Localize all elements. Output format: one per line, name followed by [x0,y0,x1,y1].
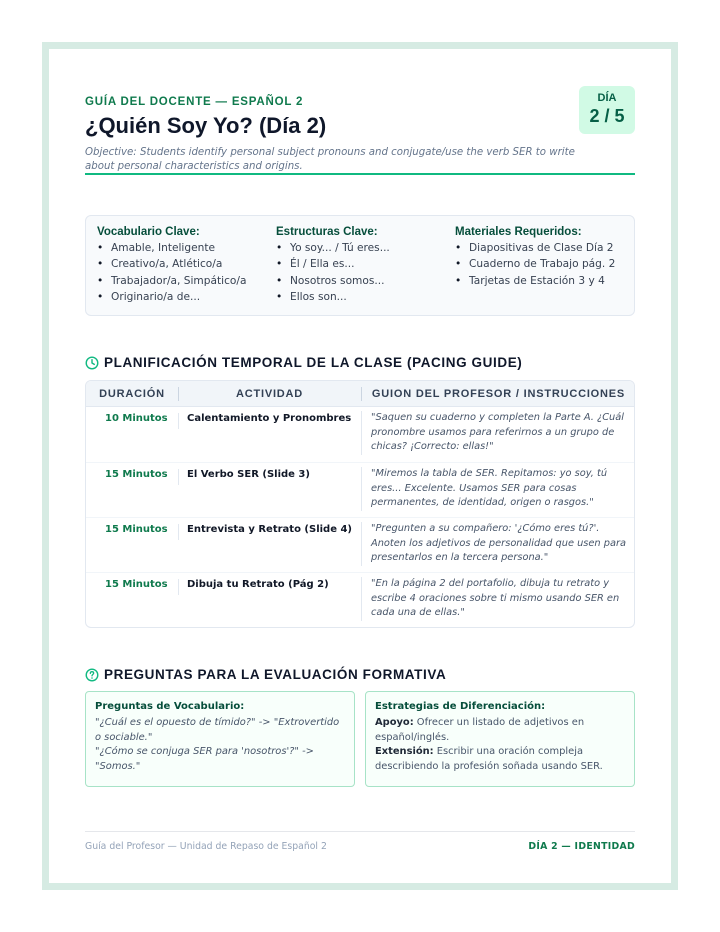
table-row [86,407,634,463]
day-badge [579,86,635,134]
formative-heading [85,667,446,682]
support-text: Ofrecer un listado de adjetivos en español/inglés. [375,717,585,743]
footer-day-tag: DÍA 2 — IDENTIDAD [528,841,635,852]
table-row [86,518,634,573]
extension-label: Extensión: [375,746,434,758]
row-activity: El Verbo SER (Slide 3) [178,469,310,485]
card-title: Preguntas de Vocabulario: [95,701,245,712]
list-item: • Originario/a de... [97,289,267,305]
row-guide: "Miremos la tabla de SER. Repitamos: yo soy, tú eres... Excelente. Usamos SER para cosas permanentes, de identidad, origen o rasgos." [361,467,626,511]
pacing-table [85,380,635,628]
structures-column [276,226,446,306]
row-activity: Dibuja tu Retrato (Pág 2) [178,579,329,595]
objective-text: Objective: Students identify personal subject pronouns and conjugate/use the verb SER to write about personal characteristics and origins. [85,147,575,172]
question-line: "¿Cómo se conjuga SER para 'nosotros'?" -> "Somos." [95,746,314,773]
list-item: • Cuaderno de Trabajo pág. 2 [455,256,625,272]
row-duration: 10 Minutos [105,413,168,424]
footer-divider [85,831,635,832]
pacing-heading [85,355,522,370]
materials-list [455,240,625,289]
header-divider [85,173,635,175]
list-item: • Él / Ella es... [276,256,446,272]
row-duration: 15 Minutos [105,579,168,590]
row-duration: 15 Minutos [105,524,168,535]
list-item: • Diapositivas de Clase Día 2 [455,240,625,256]
differentiation-card [365,691,635,787]
list-item: • Amable, Inteligente [97,240,267,256]
support-label: Apoyo: [375,717,414,728]
question-line: "¿Cuál es el opuesto de tímido?" -> "Extrovertido o sociable." [95,717,340,743]
pacing-heading-text: PLANIFICACIÓN TEMPORAL DE LA CLASE (PACING GUIDE) [104,355,523,370]
structures-title: Estructuras Clave: [276,226,378,238]
column-header-duration: DURACIÓN [99,388,165,400]
structures-list [276,240,446,306]
page-frame [42,42,678,890]
list-item: • Creativo/a, Atlético/a [97,256,267,272]
clock-icon [85,356,99,370]
formative-heading-text: PREGUNTAS PARA LA EVALUACIÓN FORMATIVA [104,667,447,682]
row-guide: "Saquen su cuaderno y completen la Parte A. ¿Cuál pronombre usamos para referirnos a un grupo de chicas? ¡Correcto: ellas!" [361,411,626,455]
day-badge-label: DÍA [597,92,617,104]
list-item: • Nosotros somos... [276,273,446,289]
column-header-activity: ACTIVIDAD [235,388,304,400]
extension-strategy [375,745,625,774]
vocabulary-list [97,240,267,306]
vocabulary-questions-card [85,691,355,787]
row-guide: "Pregunten a su compañero: '¿Cómo eres tú?'. Anoten los adjetivos de personalidad que usen para presentarlos en la tercera persona." [361,522,626,566]
list-item: • Yo soy... / Tú eres... [276,240,446,256]
list-item: • Tarjetas de Estación 3 y 4 [455,273,625,289]
page-title: ¿Quién Soy Yo? (Día 2) [85,113,327,138]
day-badge-value: 2 / 5 [589,106,625,126]
row-activity: Calentamiento y Pronombres [178,413,351,429]
vocabulary-title: Vocabulario Clave: [97,226,200,238]
eyebrow-label: GUÍA DEL DOCENTE — ESPAÑOL 2 [85,96,304,108]
row-guide: "En la página 2 del portafolio, dibuja tu retrato y escribe 4 oraciones sobre ti mismo usando SER en cada una de ellas." [361,577,626,621]
key-info-box [85,215,635,316]
row-activity: Entrevista y Retrato (Slide 4) [178,524,352,540]
card-title: Estrategias de Diferenciación: [375,701,546,712]
footer-title: Guía del Profesor — Unidad de Repaso de Español 2 [85,841,327,852]
table-row [86,573,634,628]
materials-column [455,226,625,289]
list-item: • Trabajador/a, Simpático/a [97,273,267,289]
help-circle-icon [85,668,99,682]
column-header-guide: GUION DEL PROFESOR / INSTRUCCIONES [371,388,626,400]
table-row [86,463,634,518]
vocabulary-column [97,226,267,306]
materials-title: Materiales Requeridos: [455,226,582,238]
extension-text: Escribir una oración compleja describiendo la profesión soñada usando SER. [375,746,603,773]
table-header [86,381,634,407]
row-duration: 15 Minutos [105,469,168,480]
list-item: • Ellos son... [276,289,446,305]
support-strategy [375,716,625,745]
